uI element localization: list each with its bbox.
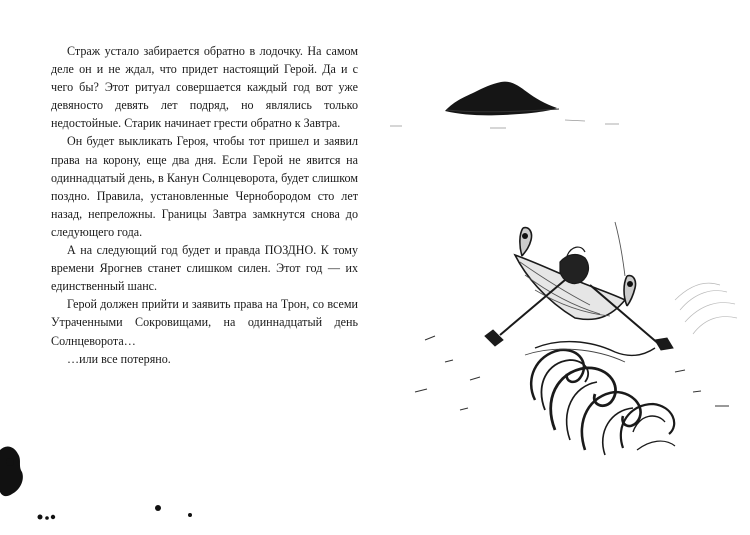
boat-illustration [375, 0, 750, 535]
waves-icon [525, 342, 675, 455]
paragraph: Он будет выкликать Героя, чтобы тот пришел и заявил права на корону, еще два дня. Если Герой не явится на одиннадцатый день, в Канун Солнцеворота, будет слишком поздно. Правила, установленные Чернобородом сто лет назад, непреложны. Границы Завтра замкнутся снова до следующего года. [51, 134, 358, 239]
boat-icon [515, 228, 636, 320]
paragraph: Герой должен прийти и заявить права на Трон, со всеми Утраченными Сокровищами, на одиннадцатый день Солнцеворота… [51, 297, 358, 348]
paragraph: …или все потеряно. [67, 351, 171, 366]
page-text [51, 42, 358, 368]
ink-blots [0, 440, 220, 535]
paragraph: Страж устало забирается обратно в лодочку. На самом деле он и не ждал, что придет настоящий Герой. Да и с чего бы? Этот ритуал совершается каждый год вот уже девяносто девять лет подряд, но являлись только недостойные. Старик начинает грести обратно к Завтра. [51, 44, 358, 131]
island-icon [445, 82, 559, 116]
right-page [375, 0, 750, 535]
paragraph: А на следующий год будет и правда ПОЗДНО. К тому времени Ярогнев станет слишком силен. Этот год — их единственный шанс. [51, 243, 358, 294]
